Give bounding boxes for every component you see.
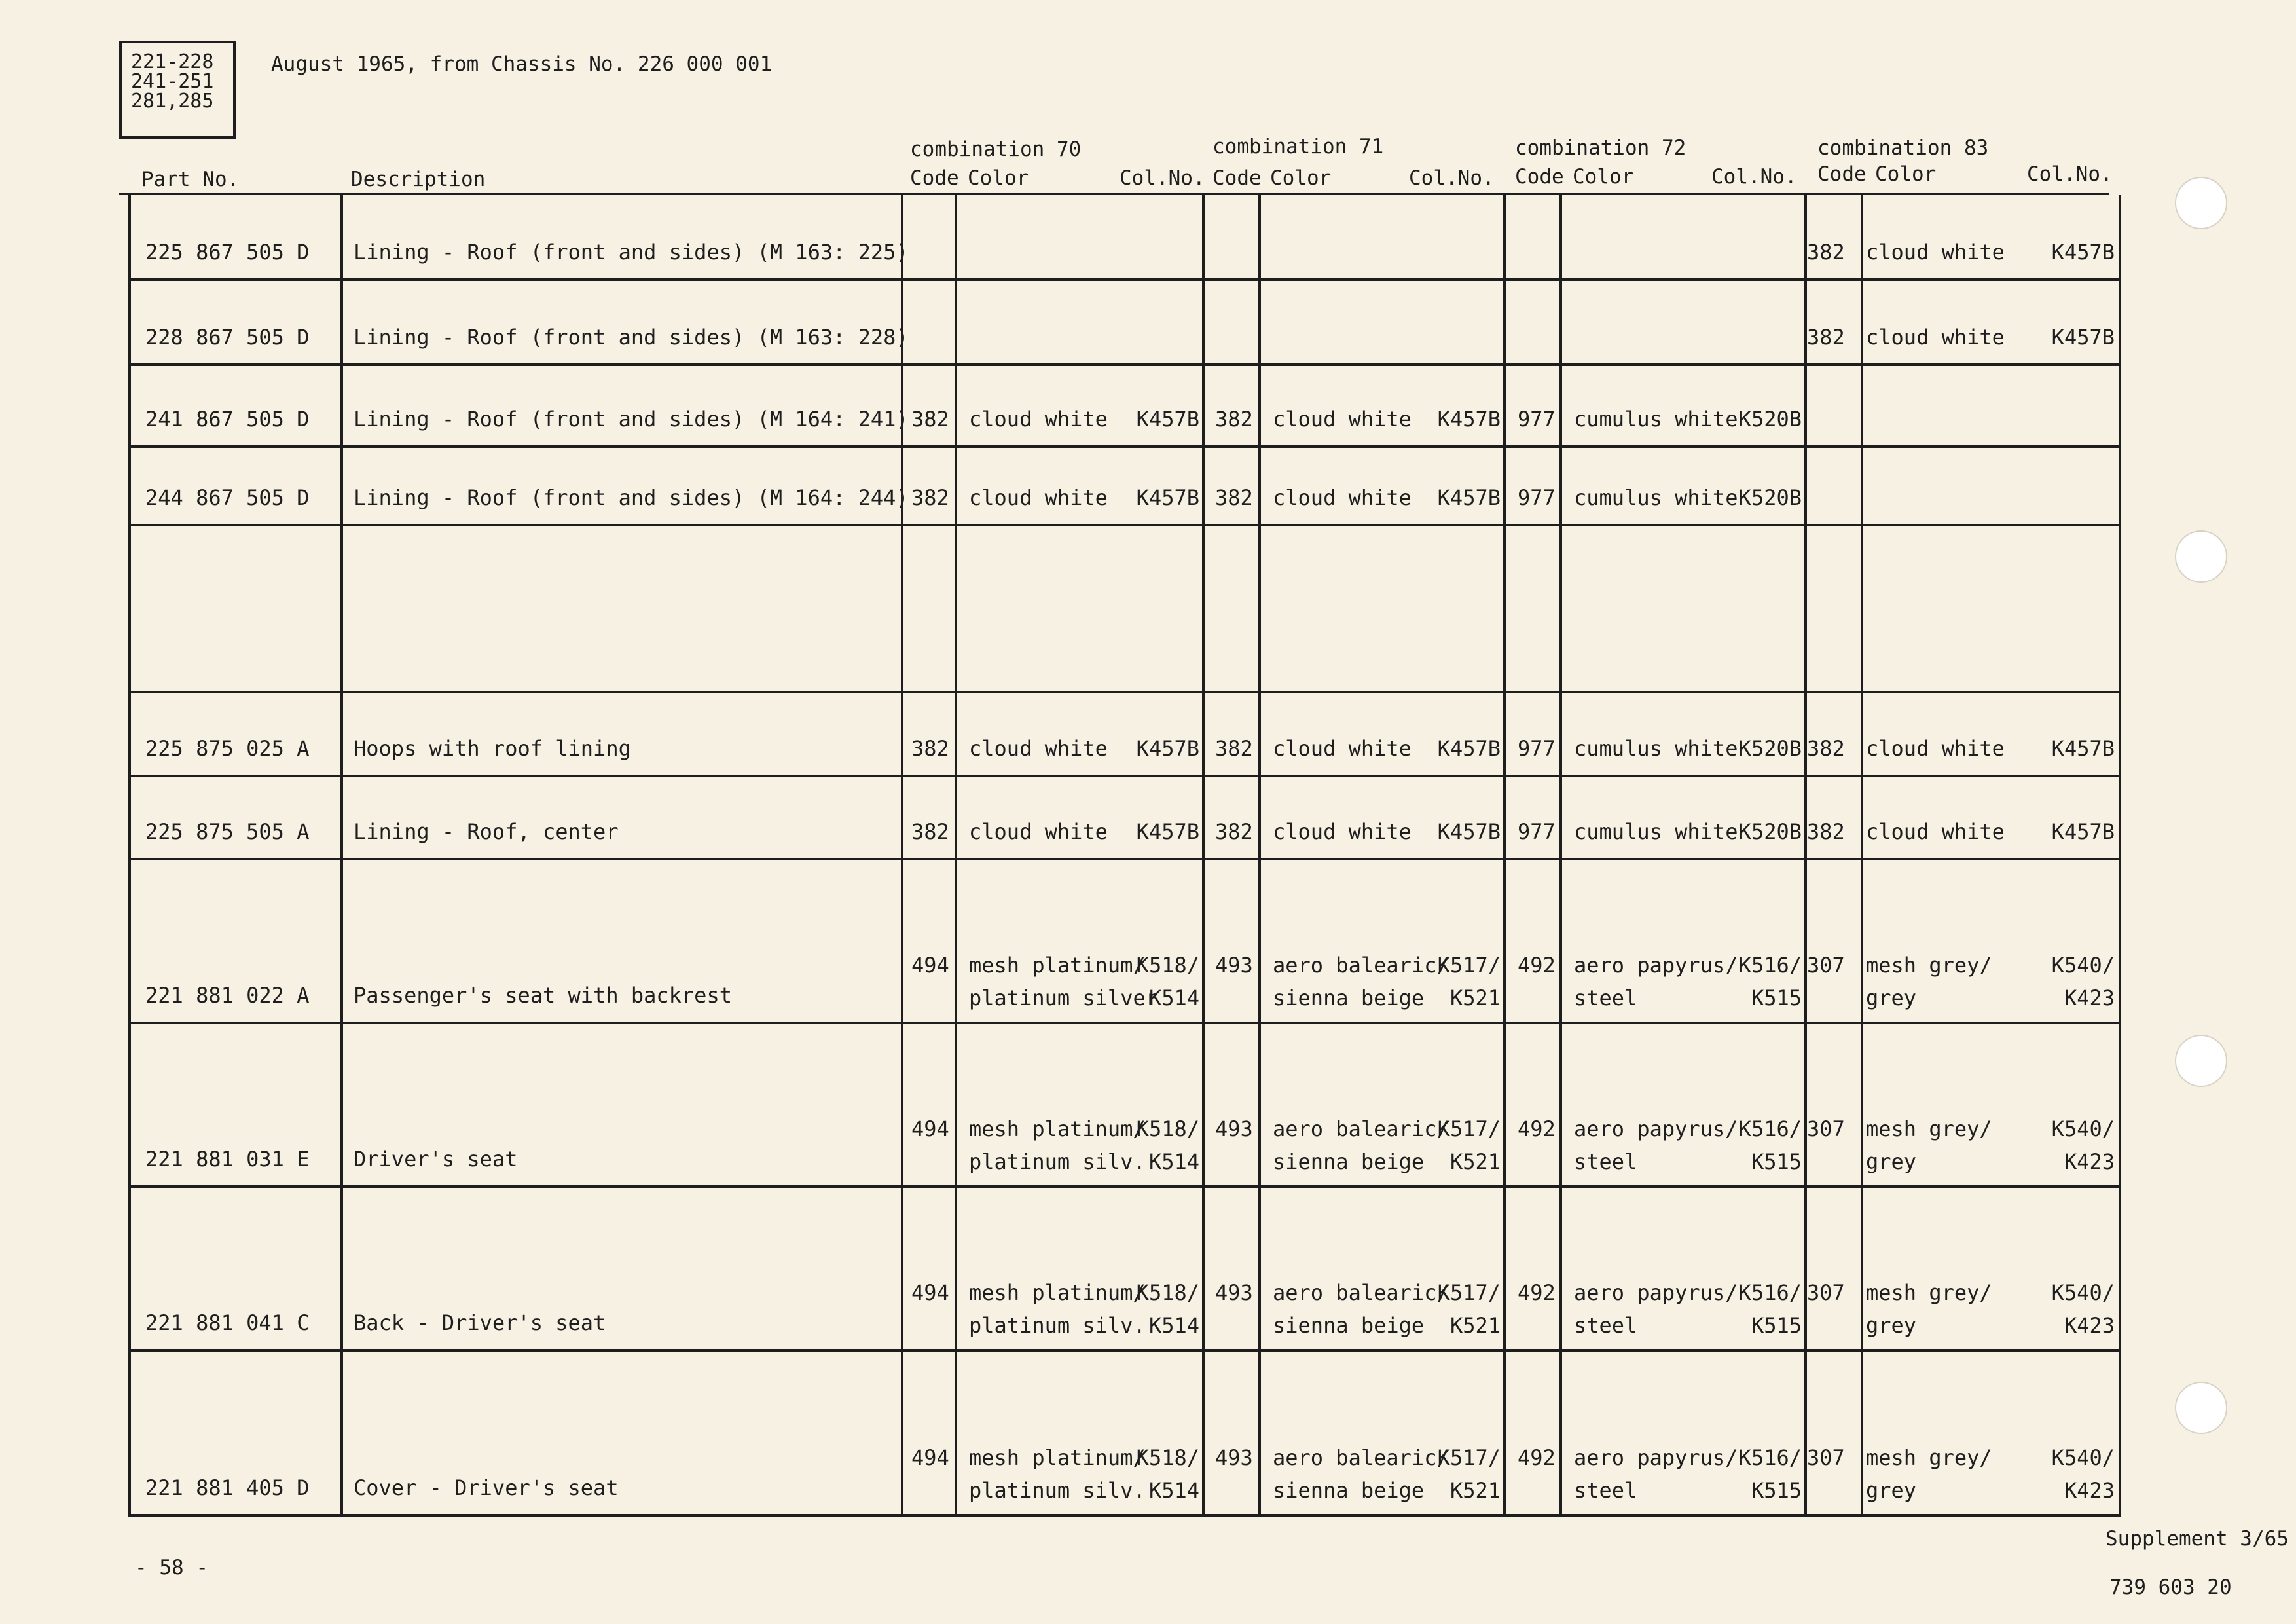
- part-number: 241 867 505 D: [145, 407, 310, 432]
- color-name: cloud white: [1866, 325, 2005, 350]
- row-rule: [128, 363, 2121, 366]
- header-description: Description: [351, 168, 486, 191]
- model-code: 221-228: [131, 50, 214, 73]
- color-number: K517/: [1437, 1116, 1501, 1141]
- part-description: Cover - Driver's seat: [354, 1475, 619, 1500]
- color-name: grey: [1866, 1149, 1917, 1174]
- color-code: 977: [1518, 485, 1556, 510]
- binder-hole: [2175, 177, 2227, 229]
- part-number: 221 881 022 A: [145, 983, 310, 1008]
- color-name: mesh platinum/: [969, 1280, 1146, 1305]
- color-name: grey: [1866, 1313, 1917, 1338]
- color-number: K516/: [1738, 953, 1802, 978]
- color-name: mesh platinum/: [969, 953, 1146, 978]
- row-rule: [128, 278, 2121, 281]
- color-number: K457B: [2051, 736, 2115, 761]
- part-number: 225 867 505 D: [145, 240, 310, 265]
- color-number: K516/: [1738, 1116, 1802, 1141]
- binder-hole: [2175, 530, 2227, 583]
- color-code: 492: [1518, 953, 1556, 978]
- header-colno: Col.No.: [1711, 165, 1797, 189]
- color-name: cloud white: [1866, 736, 2005, 761]
- date-line: August 1965, from Chassis No. 226 000 001: [271, 52, 773, 76]
- header-color: Color: [1875, 162, 1937, 186]
- header-combination-72: combination 72: [1515, 136, 1686, 160]
- color-number: K517/: [1437, 1445, 1501, 1470]
- color-code: 977: [1518, 736, 1556, 761]
- color-name: cloud white: [969, 819, 1108, 844]
- color-name: cumulus white: [1574, 819, 1738, 844]
- page-number: - 58 -: [135, 1556, 208, 1579]
- part-description: Lining - Roof (front and sides) (M 164: 241): [354, 407, 909, 432]
- color-number: K518/: [1136, 1445, 1199, 1470]
- color-name: cloud white: [1273, 819, 1412, 844]
- header-code: Code: [1817, 162, 1867, 186]
- color-number: K517/: [1437, 1280, 1501, 1305]
- color-number: K518/: [1136, 1116, 1199, 1141]
- part-number: 221 881 031 E: [145, 1147, 310, 1172]
- color-number: K515: [1751, 1313, 1802, 1338]
- color-code: 492: [1518, 1116, 1556, 1141]
- binder-hole: [2175, 1382, 2227, 1434]
- header-color: Color: [1270, 166, 1332, 190]
- header-combination-71: combination 71: [1212, 135, 1384, 158]
- part-description: Lining - Roof (front and sides) (M 164: 244): [354, 485, 909, 510]
- column-rule: [1804, 195, 1807, 1517]
- row-rule: [128, 775, 2121, 777]
- color-name: steel: [1574, 1149, 1637, 1174]
- header-code: Code: [1212, 166, 1262, 190]
- color-number: K521: [1449, 1149, 1501, 1174]
- color-number: K457B: [1437, 485, 1501, 510]
- color-number: K515: [1751, 1149, 1802, 1174]
- color-code: 307: [1807, 1445, 1845, 1470]
- color-number: K518/: [1136, 1280, 1199, 1305]
- color-code: 493: [1215, 1445, 1253, 1470]
- color-name: platinum silv.: [969, 1478, 1146, 1503]
- header-code: Code: [910, 166, 959, 190]
- color-name: aero papyrus/: [1574, 953, 1738, 978]
- header-colno: Col.No.: [1120, 166, 1205, 190]
- color-number: K514: [1148, 1149, 1199, 1174]
- header-rule: [119, 193, 2109, 195]
- color-number: K520B: [1738, 407, 1802, 432]
- color-number: K520B: [1738, 736, 1802, 761]
- part-number: 221 881 405 D: [145, 1475, 310, 1500]
- color-name: aero balearic/: [1273, 953, 1449, 978]
- color-number: K518/: [1136, 953, 1199, 978]
- color-number: K516/: [1738, 1445, 1802, 1470]
- color-code: 493: [1215, 953, 1253, 978]
- color-name: steel: [1574, 1313, 1637, 1338]
- color-code: 492: [1518, 1445, 1556, 1470]
- color-name: sienna beige: [1273, 1313, 1425, 1338]
- color-name: cloud white: [1866, 819, 2005, 844]
- color-code: 977: [1518, 407, 1556, 432]
- color-number: K457B: [1136, 736, 1199, 761]
- color-name: cumulus white: [1574, 407, 1738, 432]
- header-part-no: Part No.: [141, 168, 240, 191]
- color-number: K516/: [1738, 1280, 1802, 1305]
- color-name: cloud white: [1866, 240, 2005, 265]
- color-number: K423: [2064, 1313, 2115, 1338]
- column-rule: [955, 195, 957, 1517]
- color-number: K540/: [2051, 1445, 2115, 1470]
- part-description: Lining - Roof (front and sides) (M 163: 225): [354, 240, 909, 265]
- color-name: cloud white: [969, 485, 1108, 510]
- color-number: K457B: [1437, 736, 1501, 761]
- column-rule: [340, 195, 343, 1517]
- model-code-box: [119, 41, 236, 139]
- column-rule: [2119, 195, 2121, 1517]
- color-code: 492: [1518, 1280, 1556, 1305]
- color-code: 307: [1807, 1280, 1845, 1305]
- color-name: platinum silver: [969, 986, 1158, 1010]
- color-number: K423: [2064, 1149, 2115, 1174]
- row-rule: [128, 1022, 2121, 1024]
- color-name: platinum silv.: [969, 1313, 1146, 1338]
- row-rule: [128, 858, 2121, 860]
- color-name: aero papyrus/: [1574, 1116, 1738, 1141]
- part-number: 225 875 505 A: [145, 819, 310, 844]
- color-number: K423: [2064, 1478, 2115, 1503]
- supplement-label: Supplement 3/65: [2105, 1527, 2289, 1551]
- color-code: 307: [1807, 1116, 1845, 1141]
- color-name: cloud white: [969, 736, 1108, 761]
- color-name: mesh grey/: [1866, 953, 1992, 978]
- color-number: K515: [1751, 986, 1802, 1010]
- color-number: K540/: [2051, 953, 2115, 978]
- row-rule: [128, 445, 2121, 448]
- color-code: 494: [911, 1116, 949, 1141]
- color-code: 494: [911, 953, 949, 978]
- color-name: aero balearic/: [1273, 1280, 1449, 1305]
- color-code: 382: [1807, 240, 1845, 265]
- column-rule: [1861, 195, 1863, 1517]
- row-rule: [128, 524, 2121, 526]
- model-code: 241-251: [131, 70, 214, 93]
- color-number: K521: [1449, 986, 1501, 1010]
- part-number: 228 867 505 D: [145, 325, 310, 350]
- header-colno: Col.No.: [2027, 162, 2113, 186]
- color-code: 307: [1807, 953, 1845, 978]
- color-name: grey: [1866, 1478, 1917, 1503]
- column-rule: [1202, 195, 1205, 1517]
- header-color: Color: [1573, 165, 1634, 189]
- color-number: K457B: [1136, 407, 1199, 432]
- color-code: 382: [1215, 407, 1253, 432]
- color-number: K457B: [1437, 819, 1501, 844]
- color-number: K457B: [2051, 819, 2115, 844]
- color-code: 977: [1518, 819, 1556, 844]
- header-code: Code: [1515, 165, 1564, 189]
- color-name: mesh grey/: [1866, 1280, 1992, 1305]
- color-name: cumulus white: [1574, 736, 1738, 761]
- color-code: 382: [1807, 325, 1845, 350]
- color-number: K457B: [1136, 819, 1199, 844]
- color-name: sienna beige: [1273, 986, 1425, 1010]
- column-rule: [1503, 195, 1506, 1517]
- part-number: 221 881 041 C: [145, 1310, 310, 1335]
- color-code: 494: [911, 1280, 949, 1305]
- color-name: steel: [1574, 1478, 1637, 1503]
- header-combination-83: combination 83: [1817, 136, 1989, 160]
- color-number: K514: [1148, 1313, 1199, 1338]
- color-name: mesh platinum/: [969, 1116, 1146, 1141]
- color-code: 382: [1807, 819, 1845, 844]
- color-code: 382: [911, 485, 949, 510]
- color-code: 382: [1215, 485, 1253, 510]
- color-name: mesh platinum/: [969, 1445, 1146, 1470]
- color-number: K540/: [2051, 1280, 2115, 1305]
- color-number: K457B: [1437, 407, 1501, 432]
- column-rule: [901, 195, 903, 1517]
- color-number: K521: [1449, 1478, 1501, 1503]
- color-name: cloud white: [969, 407, 1108, 432]
- part-description: Passenger's seat with backrest: [354, 983, 732, 1008]
- color-number: K521: [1449, 1313, 1501, 1338]
- catalog-number: 739 603 20: [2109, 1576, 2232, 1599]
- color-code: 382: [911, 407, 949, 432]
- part-description: Lining - Roof, center: [354, 819, 619, 844]
- binder-hole: [2175, 1035, 2227, 1087]
- color-name: platinum silv.: [969, 1149, 1146, 1174]
- color-number: K457B: [1136, 485, 1199, 510]
- color-number: K514: [1148, 1478, 1199, 1503]
- part-description: Lining - Roof (front and sides) (M 163: 228): [354, 325, 909, 350]
- color-code: 382: [911, 819, 949, 844]
- row-rule: [128, 1185, 2121, 1188]
- header-color: Color: [968, 166, 1029, 190]
- color-name: steel: [1574, 986, 1637, 1010]
- column-rule: [128, 195, 131, 1517]
- part-description: Back - Driver's seat: [354, 1310, 606, 1335]
- color-code: 493: [1215, 1116, 1253, 1141]
- color-name: cloud white: [1273, 485, 1412, 510]
- color-code: 382: [1807, 736, 1845, 761]
- color-name: mesh grey/: [1866, 1445, 1992, 1470]
- color-number: K520B: [1738, 819, 1802, 844]
- color-name: sienna beige: [1273, 1478, 1425, 1503]
- color-code: 382: [1215, 736, 1253, 761]
- part-number: 225 875 025 A: [145, 736, 310, 761]
- color-name: aero balearic/: [1273, 1445, 1449, 1470]
- color-name: sienna beige: [1273, 1149, 1425, 1174]
- color-name: cloud white: [1273, 736, 1412, 761]
- color-name: grey: [1866, 986, 1917, 1010]
- header-colno: Col.No.: [1409, 166, 1495, 190]
- header-combination-70: combination 70: [910, 138, 1082, 161]
- color-code: 382: [911, 736, 949, 761]
- color-name: aero balearic/: [1273, 1116, 1449, 1141]
- row-rule: [128, 1349, 2121, 1352]
- row-rule: [128, 1514, 2121, 1517]
- color-number: K423: [2064, 986, 2115, 1010]
- color-number: K457B: [2051, 325, 2115, 350]
- color-code: 493: [1215, 1280, 1253, 1305]
- part-description: Hoops with roof lining: [354, 736, 631, 761]
- color-name: aero papyrus/: [1574, 1280, 1738, 1305]
- color-name: mesh grey/: [1866, 1116, 1992, 1141]
- part-description: Driver's seat: [354, 1147, 518, 1172]
- column-rule: [1258, 195, 1261, 1517]
- row-rule: [128, 691, 2121, 693]
- color-name: aero papyrus/: [1574, 1445, 1738, 1470]
- part-number: 244 867 505 D: [145, 485, 310, 510]
- model-code: 281,285: [131, 90, 214, 113]
- color-code: 382: [1215, 819, 1253, 844]
- color-number: K514: [1148, 986, 1199, 1010]
- color-number: K515: [1751, 1478, 1802, 1503]
- color-name: cloud white: [1273, 407, 1412, 432]
- color-number: K520B: [1738, 485, 1802, 510]
- color-number: K457B: [2051, 240, 2115, 265]
- column-rule: [1559, 195, 1562, 1517]
- color-number: K540/: [2051, 1116, 2115, 1141]
- color-code: 494: [911, 1445, 949, 1470]
- color-name: cumulus white: [1574, 485, 1738, 510]
- color-number: K517/: [1437, 953, 1501, 978]
